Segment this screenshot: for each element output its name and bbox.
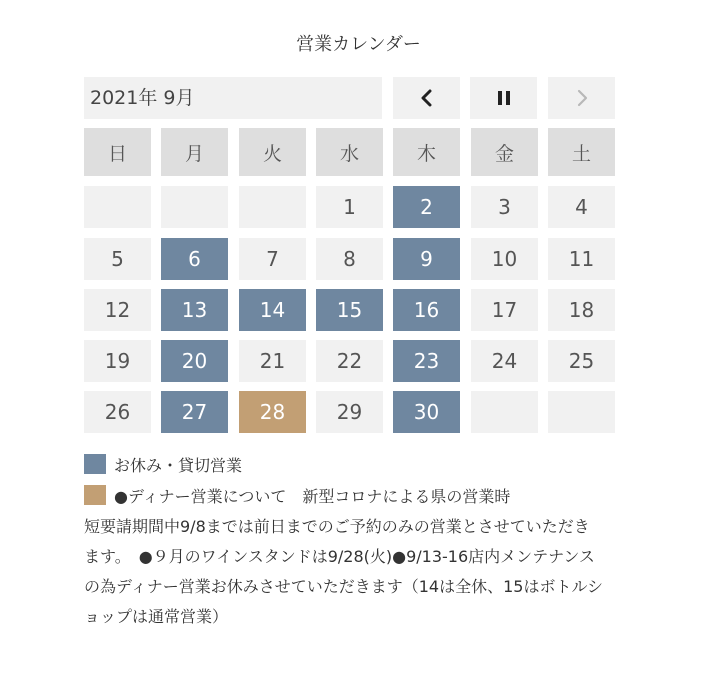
- day-cell[interactable]: 3: [471, 186, 538, 228]
- day-cell[interactable]: 12: [84, 289, 151, 331]
- day-cell[interactable]: 25: [548, 340, 615, 382]
- empty-day-cell: [471, 391, 538, 433]
- legend-closed-swatch: [84, 454, 106, 474]
- prev-month-button[interactable]: [393, 77, 460, 119]
- empty-day-cell: [84, 186, 151, 228]
- day-cell[interactable]: 24: [471, 340, 538, 382]
- day-cell[interactable]: 22: [316, 340, 383, 382]
- day-cell[interactable]: 29: [316, 391, 383, 433]
- day-cell[interactable]: 23: [393, 340, 460, 382]
- day-cell[interactable]: 9: [393, 238, 460, 280]
- day-cell[interactable]: 17: [471, 289, 538, 331]
- weekday-header: 月: [161, 128, 228, 176]
- next-month-button[interactable]: [548, 77, 615, 119]
- day-cell[interactable]: 21: [239, 340, 306, 382]
- day-cell[interactable]: 18: [548, 289, 615, 331]
- day-cell[interactable]: 26: [84, 391, 151, 433]
- empty-day-cell: [548, 391, 615, 433]
- empty-day-cell: [239, 186, 306, 228]
- chevron-left-icon: [420, 89, 434, 107]
- weekday-header: 木: [393, 128, 460, 176]
- day-cell[interactable]: 27: [161, 391, 228, 433]
- legend-dinner-swatch: [84, 485, 106, 505]
- day-cell[interactable]: 1: [316, 186, 383, 228]
- weekday-header: 日: [84, 128, 151, 176]
- month-label: 2021年 9月: [84, 77, 382, 119]
- day-cell[interactable]: 14: [239, 289, 306, 331]
- day-cell[interactable]: 30: [393, 391, 460, 433]
- page-title: 営業カレンダー: [296, 34, 421, 55]
- day-cell[interactable]: 19: [84, 340, 151, 382]
- day-cell[interactable]: 6: [161, 238, 228, 280]
- legend-dinner: [84, 484, 510, 506]
- weekday-header: 土: [548, 128, 615, 176]
- weekday-header: 水: [316, 128, 383, 176]
- legend-dinner-label: ●ディナー営業について 新型コロナによる県の営業時: [114, 486, 511, 506]
- legend-notes: 短要請期間中9/8までは前日までのご予約のみの営業とさせていただきます。 ●９月のワインスタンドは9/28(火)●9/13-16店内メンテナンスの為ディナー営業お休みさせていただきます（14は全休、15はボトルショップは通常営業）: [84, 517, 604, 626]
- weekday-header: 金: [471, 128, 538, 176]
- pause-icon: [496, 90, 512, 106]
- day-cell[interactable]: 7: [239, 238, 306, 280]
- empty-day-cell: [161, 186, 228, 228]
- pause-button[interactable]: [470, 77, 537, 119]
- legend-closed: [84, 453, 242, 475]
- legend-closed-label: お休み・貸切営業: [114, 455, 243, 475]
- day-cell[interactable]: 2: [393, 186, 460, 228]
- day-cell[interactable]: 10: [471, 238, 538, 280]
- day-cell[interactable]: 13: [161, 289, 228, 331]
- day-cell[interactable]: 20: [161, 340, 228, 382]
- day-cell[interactable]: 8: [316, 238, 383, 280]
- day-cell[interactable]: 11: [548, 238, 615, 280]
- day-cell[interactable]: 28: [239, 391, 306, 433]
- weekday-header: 火: [239, 128, 306, 176]
- day-cell[interactable]: 4: [548, 186, 615, 228]
- calendar-header: [84, 77, 615, 119]
- day-cell[interactable]: 16: [393, 289, 460, 331]
- chevron-right-icon: [575, 89, 589, 107]
- day-cell[interactable]: 5: [84, 238, 151, 280]
- day-cell[interactable]: 15: [316, 289, 383, 331]
